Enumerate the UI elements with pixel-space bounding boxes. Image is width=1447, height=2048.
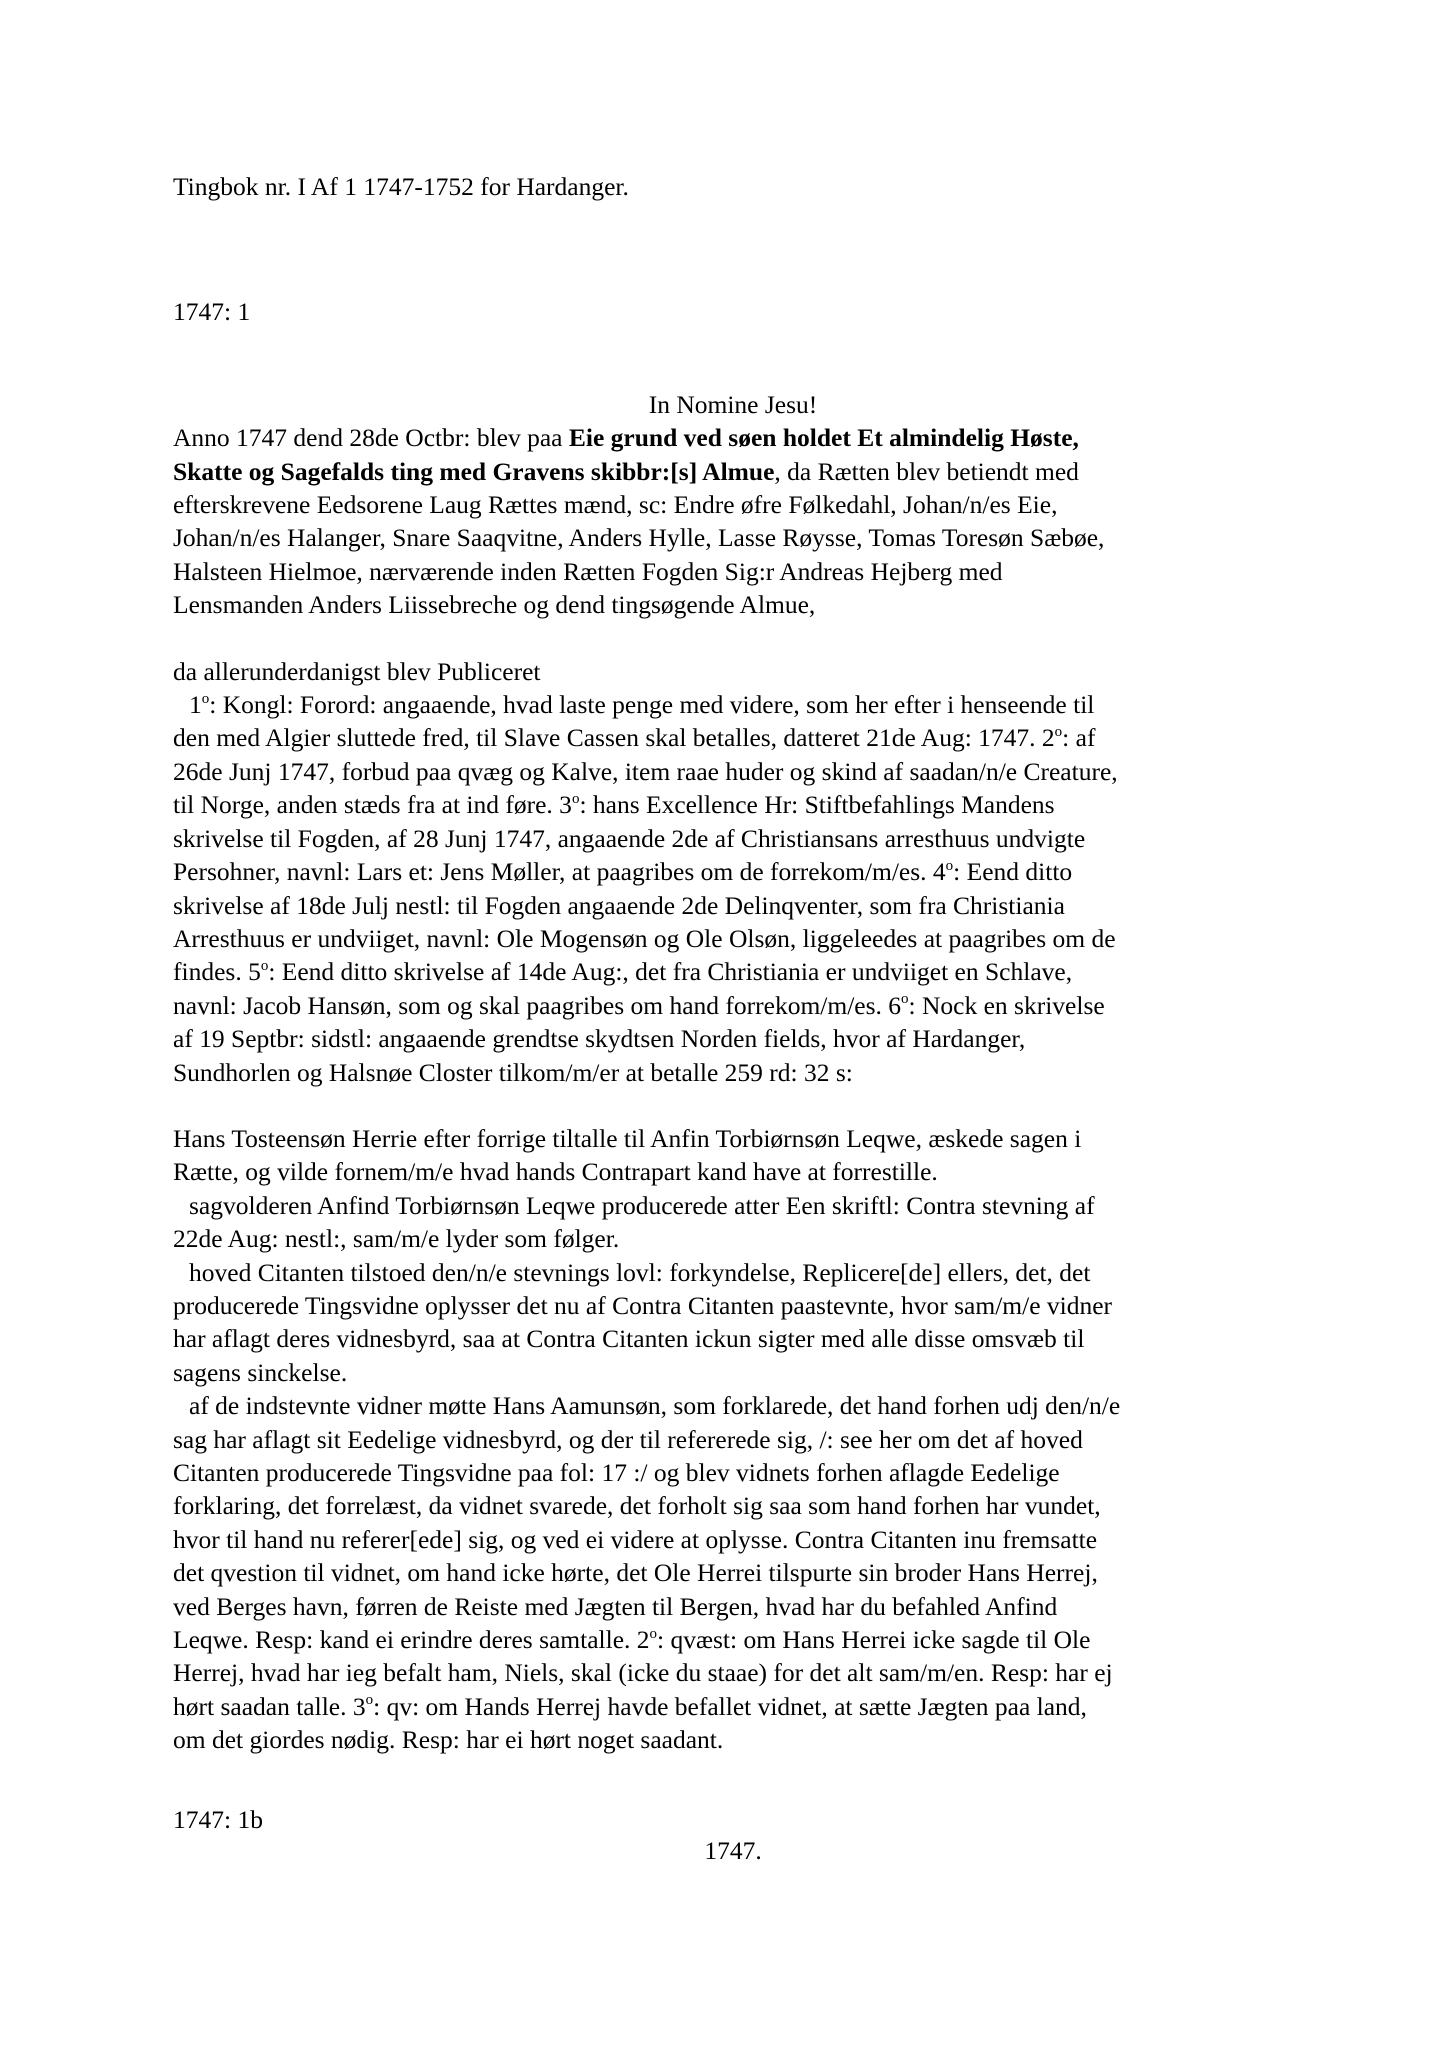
text-run: : Kongl: Forord: angaaende, hvad laste penge med videre, som her efter i henseende til <box>209 690 1095 720</box>
superscript: o <box>260 957 269 974</box>
text-line: Citanten producerede Tingsvidne paa fol: 17 :/ og blev vidnets forhen aflagde Eedelige <box>173 1458 1060 1487</box>
bold-text-run: Eie grund ved søen holdet Et almindelig Høste, <box>568 423 1079 453</box>
text-line: om det giordes nødig. Resp: har ei hørt noget saadant. <box>173 1725 724 1755</box>
text-line <box>173 421 1293 454</box>
document-title: Tingbok nr. I Af 1 1747-1752 for Hardanger. <box>173 172 629 201</box>
text-line <box>173 855 1293 888</box>
text-line: Hans Tosteensøn Herrie efter forrige tiltalle til Anfin Torbiørnsøn Leqwe, æskede sagen i <box>173 1123 1082 1153</box>
text-line: af de indstevnte vidner møtte Hans Aamunsøn, som forklarede, det hand forhen udj den/n/e <box>189 1391 1121 1421</box>
text-line: producerede Tingsvidne oplysser det nu af Contra Citanten paastevnte, hvor sam/m/e vidner <box>173 1290 1113 1320</box>
text-run: hørt saadan talle. 3 <box>173 1691 366 1721</box>
text-line: efterskrevene Eedsorene Laug Rættes mænd, sc: Endre øfre Følkedahl, Johan/n/es Eie, <box>173 490 1058 520</box>
publication-paragraph <box>173 655 1293 1089</box>
text-run: : qv: om Hands Herrej havde befallet vidnet, at sætte Jægten paa land, <box>373 1691 1087 1721</box>
superscript: o <box>1054 723 1063 740</box>
page-marker-top: 1747: 1 <box>173 297 251 327</box>
text-run: 1 <box>189 690 202 720</box>
text-line <box>173 788 1293 821</box>
text-run: : Nock en skrivelse <box>908 990 1105 1020</box>
text-run: : af <box>1062 723 1096 753</box>
spacer <box>173 329 1293 388</box>
footer-year: 1747. <box>704 1836 762 1866</box>
superscript: o <box>201 690 210 707</box>
superscript: o <box>649 1625 658 1642</box>
opening-paragraph <box>173 421 1293 621</box>
text-line: af 19 Septbr: sidstl: angaaende grendtse skydtsen Norden fields, hvor af Hardanger, <box>173 1024 1026 1054</box>
document-page <box>173 170 1293 1867</box>
text-line: Herrej, hvad har ieg befalt ham, Niels, skal (icke du staae) for det alt sam/m/en. Resp: har ej <box>173 1658 1113 1688</box>
text-line <box>173 688 1293 721</box>
text-run: : Eend ditto skrivelse af 14de Aug:, det fra Christiania er undviiget en Schlave, <box>268 957 1073 987</box>
text-line: sag har aflagt sit Eedelige vidnesbyrd, og der til refererede sig, /: see her om det af hoved <box>173 1424 1083 1454</box>
text-run: findes. 5 <box>173 957 261 987</box>
text-line: Sundhorlen og Halsnøe Closter tilkom/m/er at betalle 259 rd: 32 s: <box>173 1057 853 1087</box>
text-line <box>173 721 1293 754</box>
text-run: , da Rætten blev betiendt med <box>774 456 1079 486</box>
text-line: sagens sinckelse. <box>173 1357 348 1387</box>
spacer <box>173 203 1293 295</box>
text-run: : hans Excellence Hr: Stiftbefahlings Mandens <box>579 790 1055 820</box>
text-run: Anno 1747 dend 28de Octbr: blev paa <box>173 423 569 453</box>
superscript: o <box>945 857 954 874</box>
invocation-heading: In Nomine Jesu! <box>648 389 818 419</box>
text-line <box>173 455 1293 488</box>
text-run: til Norge, anden stæds fra at ind føre. 3 <box>173 790 572 820</box>
text-line: sagvolderen Anfind Torbiørnsøn Leqwe producerede atter Een skriftl: Contra stevning af <box>189 1190 1095 1220</box>
page-marker-bottom: 1747: 1b <box>173 1804 263 1834</box>
text-run: : qvæst: om Hans Herrei icke sagde til Ole <box>657 1625 1091 1655</box>
text-run: Leqwe. Resp: kand ei erindre deres samtalle. 2 <box>173 1625 650 1655</box>
text-line: skrivelse af 18de Julj nestl: til Fogden angaaende 2de Delinqventer, som fra Christiania <box>173 890 1065 920</box>
text-line: hvor til hand nu referer[ede] sig, og ved ei videre at oplysse. Contra Citanten inu fremsatte <box>173 1524 1098 1554</box>
text-line: ved Berges havn, førren de Reiste med Jægten til Bergen, hvad har du befahled Anfind <box>173 1591 1058 1621</box>
text-line: skrivelse til Fogden, af 28 Junj 1747, angaaende 2de af Christiansans arresthuus undvigte <box>173 823 1086 853</box>
text-run: Persohner, navnl: Lars et: Jens Møller, at paagribes om de forrekom/m/es. 4 <box>173 857 946 887</box>
text-line: Johan/n/es Halanger, Snare Saaqvitne, Anders Hylle, Lasse Røysse, Tomas Toresøn Sæbøe, <box>173 523 1105 553</box>
text-line <box>173 955 1293 988</box>
spacer <box>173 1757 1293 1803</box>
text-run: : Eend ditto <box>953 857 1073 887</box>
superscript: o <box>571 790 580 807</box>
text-line <box>173 1623 1293 1656</box>
text-run: navnl: Jacob Hansøn, som og skal paagribes om hand forrekom/m/es. 6 <box>173 990 902 1020</box>
text-line: forklaring, det forrelæst, da vidnet svarede, det forholt sig saa som hand forhen har vundet, <box>173 1491 1101 1521</box>
text-line <box>173 989 1293 1022</box>
text-line: det qvestion til vidnet, om hand icke hørte, det Ole Herrei tilspurte sin broder Hans Herrej, <box>173 1558 1098 1588</box>
superscript: o <box>365 1692 374 1709</box>
text-line: 26de Junj 1747, forbud paa qvæg og Kalve, item raae huder og skind af saadan/n/e Creature, <box>173 756 1118 786</box>
spacer <box>173 622 1293 655</box>
text-line: Halsteen Hielmoe, nærværende inden Rætten Fogden Sig:r Andreas Hejberg med <box>173 556 1003 586</box>
text-line: 22de Aug: nestl:, sam/m/e lyder som følger. <box>173 1224 620 1254</box>
bold-text-run: Skatte og Sagefalds ting med Gravens skibbr:[s] Almue <box>173 456 775 486</box>
text-run: den med Algier sluttede fred, til Slave Cassen skal betalles, datteret 21de Aug: 1747. 2 <box>173 723 1055 753</box>
text-line: har aflagt deres vidnesbyrd, saa at Contra Citanten ickun sigter med alle disse omsvæb til <box>173 1324 1085 1354</box>
text-line: Rætte, og vilde fornem/m/e hvad hands Contrapart kand have at forrestille. <box>173 1157 938 1187</box>
case-section <box>173 1122 1293 1757</box>
superscript: o <box>901 991 909 1008</box>
text-line <box>173 1690 1293 1723</box>
text-line: hoved Citanten tilstoed den/n/e stevnings lovl: forkyndelse, Replicere[de] ellers, det, det <box>189 1257 1091 1287</box>
text-line: Lensmanden Anders Liissebreche og dend tingsøgende Almue, <box>173 590 816 620</box>
text-line: da allerunderdanigst blev Publiceret <box>173 656 541 686</box>
spacer <box>173 1089 1293 1122</box>
text-line: Arresthuus er undviiget, navnl: Ole Mogensøn og Ole Olsøn, liggeleedes at paagribes om de <box>173 923 1116 953</box>
